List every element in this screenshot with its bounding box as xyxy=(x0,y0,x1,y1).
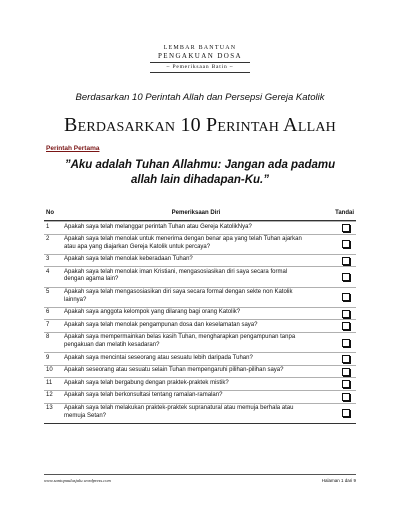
row-question: Apakah saya telah berkonsultasi tentang ramalan-ramalan? xyxy=(64,392,223,399)
checkbox[interactable] xyxy=(342,273,350,281)
checkbox[interactable] xyxy=(342,224,350,232)
checkbox[interactable] xyxy=(342,293,350,301)
examination-table xyxy=(44,208,356,424)
checkbox[interactable] xyxy=(342,409,350,417)
row-question: Apakah saya telah menolak keberadaan Tuhan? xyxy=(64,256,193,263)
header-divider xyxy=(150,62,250,63)
row-mark-cell xyxy=(328,321,356,331)
table-bottom-rule xyxy=(44,423,356,424)
row-mark-cell xyxy=(328,379,356,389)
row-question: Apakah saya telah menolak untuk menerima dengan benar apa yang telah Tuhan ajarkan atau apa yang diajarkan Gereja Katolik untuk percaya? xyxy=(64,236,302,250)
row-question: Apakah saya mempermainkan belas kasih Tuhan, mengharapkan pengampunan tanpa pengakuan dan melatih kesadaran? xyxy=(64,334,296,349)
table-row xyxy=(44,377,356,390)
document-subtitle: Berdasarkan 10 Perintah Allah dan Persepsi Gereja Katolik xyxy=(75,92,325,103)
page-footer xyxy=(44,474,356,483)
footer-page-number: Halaman 1 dari 9 xyxy=(321,478,356,483)
table-row xyxy=(44,234,356,254)
checkbox[interactable] xyxy=(342,380,350,388)
checkbox[interactable] xyxy=(342,339,350,347)
header-divider-bottom xyxy=(150,72,250,73)
table-row xyxy=(44,287,356,307)
row-number: 12 xyxy=(46,392,53,399)
page-title: Berdasarkan 10 Perintah Allah xyxy=(64,114,336,136)
checkbox[interactable] xyxy=(342,355,350,363)
table-body xyxy=(44,221,356,423)
row-question: Apakah seseorang atau sesuatu selain Tuhan mempengaruhi pilihan-pilihan saya? xyxy=(64,367,284,374)
checkbox[interactable] xyxy=(342,368,350,376)
table-row xyxy=(44,254,356,267)
row-mark-cell xyxy=(328,223,356,233)
row-question: Apakah saya telah menolak pengampunan dosa dan keselamatan saya? xyxy=(64,321,258,328)
document-header xyxy=(0,44,400,71)
table-row xyxy=(44,365,356,378)
row-mark-cell xyxy=(328,405,356,422)
checkbox[interactable] xyxy=(342,310,350,318)
header-line-3: ~ Pemeriksaan Batin ~ xyxy=(166,64,234,70)
checkbox[interactable] xyxy=(342,322,350,330)
table-row xyxy=(44,403,356,423)
row-number: 2 xyxy=(46,236,50,243)
row-number: 10 xyxy=(46,367,53,374)
checkbox[interactable] xyxy=(342,393,350,401)
row-question: Apakah saya anggota kelompok yang dilarang bagi orang Katolik? xyxy=(64,309,241,316)
row-number: 13 xyxy=(46,405,53,411)
section-label: Perintah Pertama xyxy=(46,145,100,152)
row-mark-cell xyxy=(328,309,356,319)
row-number: 1 xyxy=(46,223,50,230)
checkbox[interactable] xyxy=(342,240,350,248)
table-header xyxy=(44,208,356,220)
row-question: Apakah saya telah menolak iman Kristiani, mengasosiasikan diri saya secara formal dengan agama lain? xyxy=(64,268,288,283)
table-row xyxy=(44,266,356,286)
row-question: Apakah saya telah mengasosiasikan diri saya secara formal dengan sekte non Katolik lainnya? xyxy=(64,289,293,303)
row-number: 5 xyxy=(46,289,50,296)
header-question: Pemeriksaan Diri xyxy=(171,210,221,217)
row-number: 7 xyxy=(46,321,50,328)
row-question: Apakah saya mencintai seseorang atau sesuatu lebih daripada Tuhan? xyxy=(64,354,253,361)
header-no: No xyxy=(46,210,54,217)
row-number: 4 xyxy=(46,268,50,275)
row-number: 9 xyxy=(46,354,50,361)
row-question: Apakah saya telah melanggar perintah Tuhan atau Gereja KatolikNya? xyxy=(64,223,252,230)
table-row xyxy=(44,319,356,332)
row-number: 3 xyxy=(46,256,50,263)
table-row xyxy=(44,390,356,403)
row-mark-cell xyxy=(328,367,356,377)
table-row xyxy=(44,221,356,234)
row-question: Apakah saya telah bergabung dengan praktek-praktek mistik? xyxy=(64,379,229,386)
row-number: 11 xyxy=(46,379,53,386)
table-row xyxy=(44,332,356,352)
checkbox[interactable] xyxy=(342,257,350,265)
header-line-2: PENGAKUAN DOSA xyxy=(158,52,242,60)
row-mark-cell xyxy=(328,354,356,364)
table-row xyxy=(44,352,356,365)
row-mark-cell xyxy=(328,334,356,351)
footer-website: www.santopaulusjalu.wordpress.com xyxy=(44,478,111,483)
row-mark-cell xyxy=(328,236,356,253)
row-mark-cell xyxy=(328,289,356,306)
table-row xyxy=(44,307,356,320)
row-question: Apakah saya telah melakukan praktek-praktek supranatural atau memuja berhala atau memuja Setan? xyxy=(64,405,294,419)
commandment-quote: ”Aku adalah Tuhan Allahmu: Jangan ada padamu allah lain dihadapan-Ku.” xyxy=(64,159,336,186)
row-number: 8 xyxy=(46,334,50,341)
row-mark-cell xyxy=(328,268,356,285)
header-mark: Tandai xyxy=(335,210,354,217)
header-line-1: LEMBAR BANTUAN xyxy=(163,45,237,51)
row-mark-cell xyxy=(328,256,356,266)
row-number: 6 xyxy=(46,309,50,316)
row-mark-cell xyxy=(328,392,356,402)
